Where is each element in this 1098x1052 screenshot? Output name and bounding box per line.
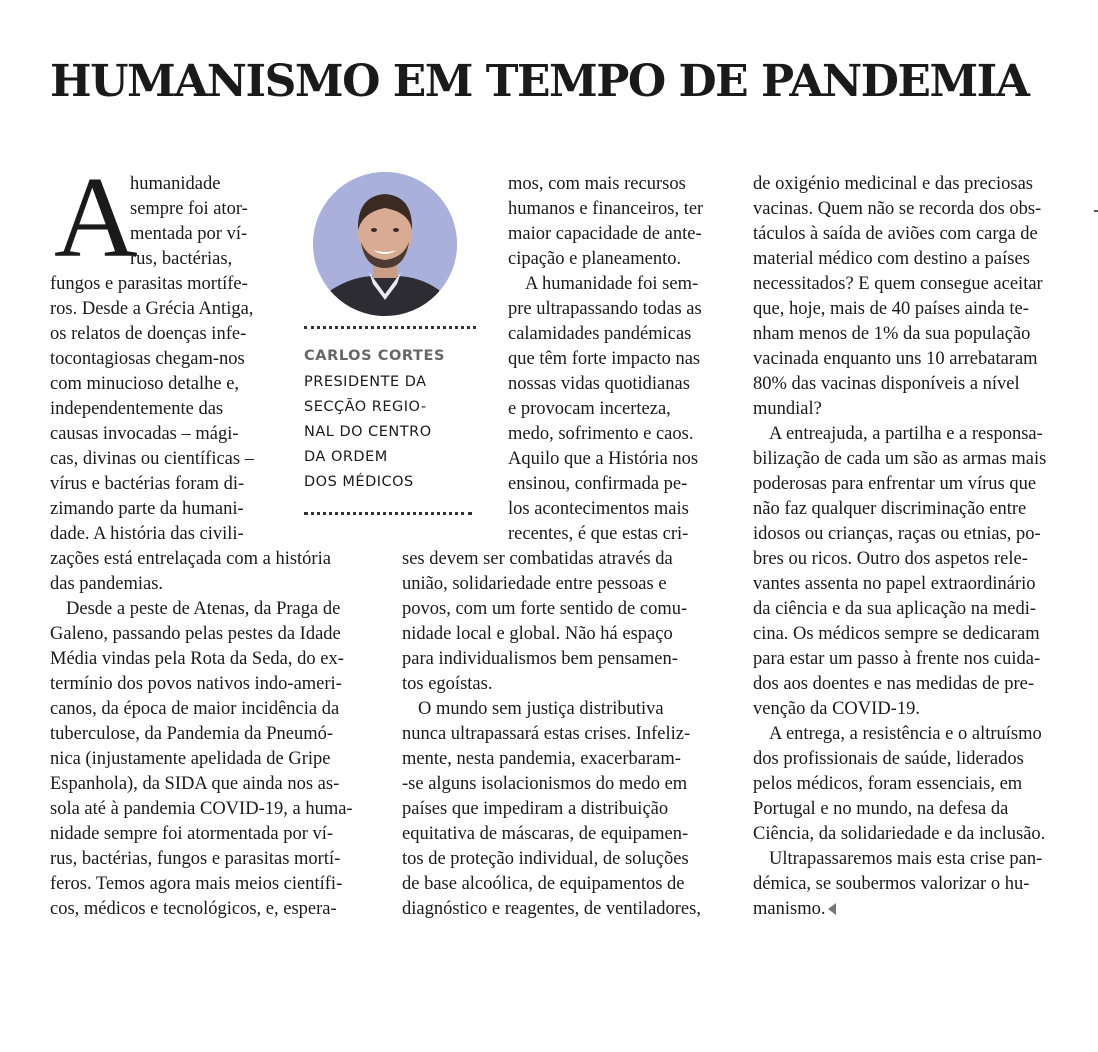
col1-text-line: ros. Desde a Grécia Antiga, xyxy=(50,299,254,319)
article-title: HUMANISMO EM TEMPO DE PANDEMIA xyxy=(50,56,1029,107)
col2-text-line: de base alcoólica, de equipamentos de xyxy=(402,874,685,894)
col3-text-line: da ciência e da sua aplicação na medi- xyxy=(753,599,1036,619)
col1-text-line: Média vindas pela Rota da Seda, do ex- xyxy=(50,649,344,669)
col1-text-line: sola até à pandemia COVID-19, a huma- xyxy=(50,799,353,819)
col1-text-line: canos, da época de maior incidência da xyxy=(50,699,340,719)
col2-text-line: recentes, é que estas cri- xyxy=(508,524,689,544)
col3-text-line: necessitados? E quem consegue aceitar xyxy=(753,274,1043,294)
col1-text-line: zações está entrelaçada com a história xyxy=(50,549,331,569)
col2-text-line: pre ultrapassando todas as xyxy=(508,299,702,319)
col1-text-line: dade. A história das civili- xyxy=(50,524,244,544)
col1-text-line: os relatos de doenças infe- xyxy=(50,324,247,344)
col1-text-line: rus, bactérias, fungos e parasitas mortí- xyxy=(50,849,341,869)
col1-text-line: nica (injustamente apelidada de Gripe xyxy=(50,749,331,769)
col3-text-line: Ciência, da solidariedade e da inclusão. xyxy=(753,824,1046,844)
col2-text-line: mente, nesta pandemia, exacerbaram- xyxy=(402,749,681,769)
col2-text-line: medo, sofrimento e caos. xyxy=(508,424,694,444)
col2-text-line: -se alguns isolacionismos do medo em xyxy=(402,774,688,794)
col1-text-line: fungos e parasitas mortífe- xyxy=(50,274,248,294)
col2-text-line: e provocam incerteza, xyxy=(508,399,671,419)
col1-text-line: com minucioso detalhe e, xyxy=(50,374,240,394)
col1-text-line: feros. Temos agora mais meios científi- xyxy=(50,874,343,894)
col1-text-line: vírus e bactérias foram di- xyxy=(50,474,245,494)
author-portrait-icon xyxy=(313,172,457,316)
author-role-line: DOS MÉDICOS xyxy=(304,474,414,490)
col3-text-line: dos profissionais de saúde, liderados xyxy=(753,749,1024,769)
col2-text-line: povos, com um forte sentido de comu- xyxy=(402,599,688,619)
col3-text-line: vantes assenta no papel extraordinário xyxy=(753,574,1036,594)
col3-text-line: vacinas. Quem não se recorda dos obs- xyxy=(753,199,1042,219)
author-role-line: PRESIDENTE DA xyxy=(304,374,427,390)
col3-text-line: venção da COVID-19. xyxy=(753,699,920,719)
col3-text-line: cina. Os médicos sempre se dedicaram xyxy=(753,624,1040,644)
col1-text-line: humanidade xyxy=(130,174,221,194)
col1-text-line: mentada por ví- xyxy=(130,224,248,244)
col1-text-line: zimando parte da humani- xyxy=(50,499,244,519)
col2-text-line: tos egoístas. xyxy=(402,674,493,694)
col3-text-line: vacinada enquanto uns 10 arrebataram xyxy=(753,349,1038,369)
col2-text-line: humanos e financeiros, ter xyxy=(508,199,704,219)
col1-text-line: sempre foi ator- xyxy=(130,199,248,219)
col1-text-line: nidade sempre foi atormentada por ví- xyxy=(50,824,334,844)
col3-text-line: A entrega, a resistência e o altruísmo xyxy=(769,724,1042,744)
col2-text-line: A humanidade foi sem- xyxy=(525,274,699,294)
col2-text-line: nidade local e global. Não há espaço xyxy=(402,624,673,644)
col1-text-line: tuberculose, da Pandemia da Pneumó- xyxy=(50,724,334,744)
col2-text-line: ensinou, confirmada pe- xyxy=(508,474,688,494)
author-name: CARLOS CORTES xyxy=(304,348,446,364)
col1-text-line: independentemente das xyxy=(50,399,224,419)
author-photo xyxy=(313,172,457,316)
col3-text-line: material médico com destino a países xyxy=(753,249,1030,269)
col3-text-line: démica, se soubermos valorizar o hu- xyxy=(753,874,1030,894)
col2-text-line: calamidades pandémicas xyxy=(508,324,692,344)
col2-text-line: los acontecimentos mais xyxy=(508,499,689,519)
col3-text-line: A entreajuda, a partilha e a responsa- xyxy=(769,424,1043,444)
col1-text-line: Galeno, passando pelas pestes da Idade xyxy=(50,624,341,644)
col3-text-line: de oxigénio medicinal e das preciosas xyxy=(753,174,1033,194)
col2-text-line: mos, com mais recursos xyxy=(508,174,686,194)
col2-text-line: países que impediram a distribuição xyxy=(402,799,669,819)
col2-text-line: união, solidariedade entre pessoas e xyxy=(402,574,667,594)
col2-text-line: cipação e planeamento. xyxy=(508,249,682,269)
col2-text-line: para individualismos bem pensamen- xyxy=(402,649,678,669)
col2-text-line: Aquilo que a História nos xyxy=(508,449,699,469)
col3-text-line: nham menos de 1% da sua população xyxy=(753,324,1031,344)
author-divider-top xyxy=(304,326,476,329)
col3-text-line: Portugal e no mundo, na defesa da xyxy=(753,799,1009,819)
col3-text-line: poderosas para enfrentar um vírus que xyxy=(753,474,1037,494)
col1-text-line: termínio dos povos nativos indo-ameri- xyxy=(50,674,342,694)
col1-text-line: rus, bactérias, xyxy=(130,249,233,269)
author-role-line: SECÇÃO REGIO- xyxy=(304,399,427,415)
col1-text-line: cas, divinas ou científicas – xyxy=(50,449,254,469)
col2-text-line: maior capacidade de ante- xyxy=(508,224,702,244)
col2-text-line: que têm forte impacto nas xyxy=(508,349,701,369)
col2-text-line: equitativa de máscaras, de equipamen- xyxy=(402,824,689,844)
col2-text-line: nunca ultrapassará estas crises. Infeliz- xyxy=(402,724,691,744)
col2-text-line: O mundo sem justiça distributiva xyxy=(418,699,664,719)
col1-text-line: das pandemias. xyxy=(50,574,164,594)
col3-text-line: idosos ou crianças, raças ou etnias, po- xyxy=(753,524,1041,544)
col3-text-line: que, hoje, mais de 40 países ainda te- xyxy=(753,299,1029,319)
col1-text-line: cos, médicos e tecnológicos, e, espera- xyxy=(50,899,337,919)
col1-text-line: Desde a peste de Atenas, da Praga de xyxy=(66,599,341,619)
col1-text-line: causas invocadas – mági- xyxy=(50,424,239,444)
col3-text-line: para estar um passo à frente nos cuida- xyxy=(753,649,1041,669)
author-role-line: DA ORDEM xyxy=(304,449,388,465)
page-edge-mark xyxy=(1094,210,1098,212)
col3-text-line: pelos médicos, foram essenciais, em xyxy=(753,774,1023,794)
col1-text-line: tocontagiosas chegam-nos xyxy=(50,349,245,369)
col2-text-line: tos de proteção individual, de soluções xyxy=(402,849,689,869)
col3-text-line: 80% das vacinas disponíveis a nível xyxy=(753,374,1020,394)
col3-text-line: táculos à saída de aviões com carga de xyxy=(753,224,1038,244)
col3-text-line: não faz qualquer discriminação entre xyxy=(753,499,1027,519)
col2-text-line: diagnóstico e reagentes, de ventiladores, xyxy=(402,899,701,919)
col2-text-line: nossas vidas quotidianas xyxy=(508,374,690,394)
col1-text-line: Espanhola), da SIDA que ainda nos as- xyxy=(50,774,340,794)
col3-text-line: manismo. xyxy=(753,897,836,922)
col3-text-line: bilização de cada um são as armas mais xyxy=(753,449,1047,469)
col3-text-line: Ultrapassaremos mais esta crise pan- xyxy=(769,849,1043,869)
drop-cap: A xyxy=(54,154,138,282)
col3-text-line: bres ou ricos. Outro dos aspetos rele- xyxy=(753,549,1028,569)
author-role-line: NAL DO CENTRO xyxy=(304,424,432,440)
end-of-article-icon xyxy=(828,903,836,915)
col2-text-line: ses devem ser combatidas através da xyxy=(402,549,673,569)
col3-text-line: mundial? xyxy=(753,399,822,419)
col3-text-line: dos aos doentes e nas medidas de pre- xyxy=(753,674,1035,694)
author-divider-bottom xyxy=(304,512,472,515)
